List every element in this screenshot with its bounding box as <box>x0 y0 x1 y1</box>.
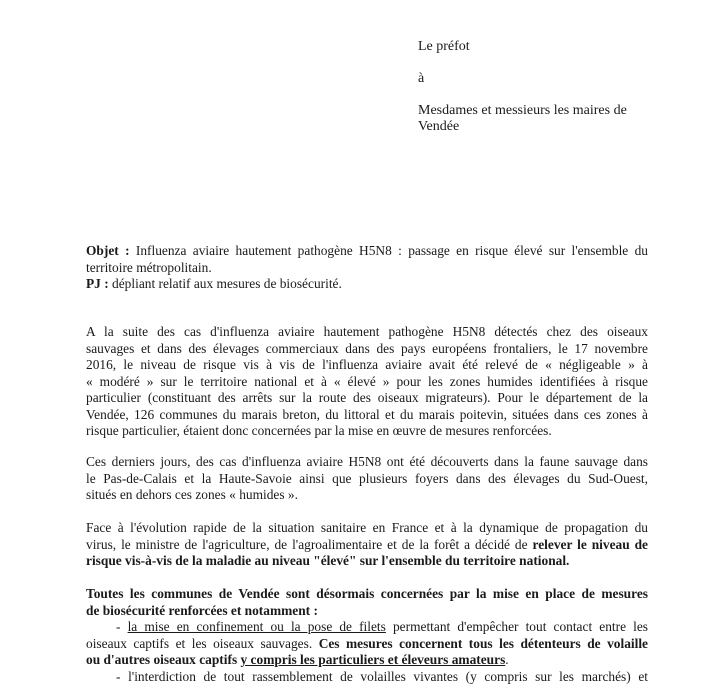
p3-line-2-bold: relever le niveau de <box>533 537 648 552</box>
objet-line-2: territoire métropolitain. <box>86 260 648 277</box>
paragraph-3 <box>86 520 648 570</box>
p4-item-1-rest: permettant d'empêcher tout contact entre les <box>393 619 648 634</box>
p4-item-2-partial: - l'interdiction de tout rassemblement de volailles vivantes (y compris sur les marchés) et <box>86 669 648 685</box>
subject-block <box>86 243 648 293</box>
recipient-line-2: Vendée <box>418 118 459 135</box>
p3-line-2-plain: virus, le ministre de l'agriculture, de l'agroalimentaire et de la forêt a décidé de <box>86 537 528 552</box>
p1-line: A la suite des cas d'influenza aviaire hautement pathogène H5N8 détectés chez des oiseaux <box>86 324 648 341</box>
p3-line-3-bold: risque vis-à-vis de la maladie au niveau "élevé" sur l'ensemble du territoire national. <box>86 553 569 568</box>
objet-line-1 <box>86 243 648 260</box>
p4-item-1-line-3 <box>86 652 648 669</box>
p4-item-1-line-2-plain: oiseaux captifs et les oiseaux sauvages. <box>86 636 312 651</box>
p3-line-1: Face à l'évolution rapide de la situation sanitaire en France et à la dynamique de propagation du <box>86 520 648 537</box>
p4-item-1-line-2-bold: Ces mesures concernent tous les détenteurs de volaille <box>319 636 648 651</box>
p2-line: Ces derniers jours, des cas d'influenza aviaire H5N8 ont été découverts dans la faune sauvage dans <box>86 454 648 471</box>
p1-line: Vendée, 126 communes du marais breton, du littoral et du marais poitevin, situées dans ces zones à <box>86 407 648 424</box>
p4-bold-line-2 <box>86 603 648 620</box>
p1-line: sauvages et dans des élevages commerciaux dans des pays européens frontaliers, le 17 novembre <box>86 341 648 358</box>
p4-item-1-dash: - <box>116 619 120 634</box>
p4-item-1-line-3-bold: ou d'autres oiseaux captifs <box>86 652 237 667</box>
p4-bold-text-2: de biosécurité renforcées et notamment : <box>86 603 318 618</box>
pj-line <box>86 276 648 293</box>
pj-label: PJ : <box>86 276 109 291</box>
p1-line: risque particulier, étaient donc concernées par la mise en œuvre de mesures renforcées. <box>86 423 648 440</box>
p2-line: le Pas-de-Calais et la Haute-Savoie ainsi que plusieurs foyers dans des élevages du Sud-Ouest, <box>86 471 648 488</box>
paragraph-1 <box>86 324 648 440</box>
p1-line: particulier (constituant des arrêts sur la route des oiseaux migrateurs). Pour le département de la <box>86 390 648 407</box>
p4-bold-line-1 <box>86 586 648 603</box>
objet-label: Objet : <box>86 243 130 258</box>
p4-item-1-line-3-end: . <box>505 652 508 667</box>
p1-line: « modéré » sur le territoire national et à « élevé » pour les zones humides identifiées à risque <box>86 374 648 391</box>
objet-text: Influenza aviaire hautement pathogène H5N8 : passage en risque élevé sur l'ensemble du <box>136 243 648 258</box>
to-word: à <box>418 70 424 87</box>
p4-item-1-underlined: la mise en confinement ou la pose de filets <box>128 619 386 634</box>
p4-item-1-line-1 <box>86 619 648 636</box>
p4-item-1-line-2 <box>86 636 648 653</box>
p1-line: 2016, le niveau de risque vis à vis de l'influenza aviaire avait été relevé de « négligeable » à <box>86 357 648 374</box>
p4-item-1-line-3-underlined: y compris les particuliers et éleveurs amateurs <box>241 652 506 667</box>
p2-line: situés en dehors ces zones « humides ». <box>86 487 648 504</box>
sender-title: Le préfot <box>418 38 470 55</box>
p3-line-2 <box>86 537 648 554</box>
pj-text: dépliant relatif aux mesures de biosécurité. <box>112 276 342 291</box>
paragraph-2 <box>86 454 648 504</box>
p3-line-3 <box>86 553 648 570</box>
recipient-line-1: Mesdames et messieurs les maires de <box>418 102 627 119</box>
paragraph-4 <box>86 586 648 685</box>
p4-bold-text-1: Toutes les communes de Vendée sont désormais concernées par la mise en place de mesures <box>86 586 648 601</box>
